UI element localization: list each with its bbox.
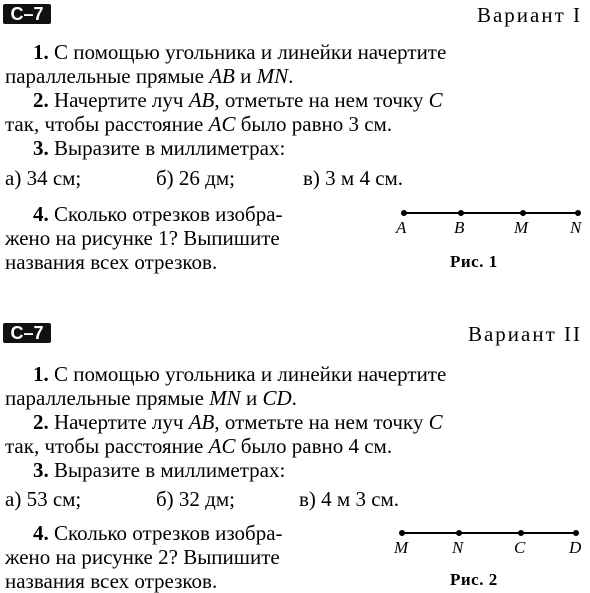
task-number: 4. xyxy=(33,202,49,226)
line-name: CD xyxy=(262,386,292,410)
task-number: 4. xyxy=(33,521,49,545)
answer-a: а) 34 см; xyxy=(5,166,82,190)
task-2-line-1 xyxy=(33,410,443,434)
answer-b: б) 32 дм; xyxy=(156,487,235,511)
point-dot-d xyxy=(573,530,579,536)
task-2-line-1 xyxy=(33,88,443,112)
badge-c7-section-1: С–7 xyxy=(3,4,51,24)
task-text: Начертите луч xyxy=(48,410,189,434)
line-name: MN xyxy=(256,64,289,88)
task-text: , отметьте на нем точку xyxy=(214,88,429,112)
task-4-line-3: названия всех отрезков. xyxy=(5,250,218,274)
task-4-line-3: названия всех отрезков. xyxy=(5,569,218,593)
answer-b: б) 26 дм; xyxy=(156,166,235,190)
task-text: Выразите в миллиметрах: xyxy=(48,136,286,160)
point-label-m: M xyxy=(514,218,529,237)
segment-name: AC xyxy=(208,112,236,136)
task-text: . xyxy=(288,64,294,88)
point-label-n: N xyxy=(452,538,464,557)
task-text: параллельные прямые xyxy=(5,386,210,410)
task-text: Сколько отрезков изобра- xyxy=(48,521,283,545)
task-1-line-2 xyxy=(5,386,297,410)
line-name: MN xyxy=(209,386,241,410)
task-1-line-1 xyxy=(33,362,446,386)
task-text: С помощью угольника и линейки начертите xyxy=(48,362,447,386)
task-text: Выразите в миллиметрах: xyxy=(48,458,286,482)
line-name: AB xyxy=(209,64,235,88)
answer-a: а) 53 см; xyxy=(5,487,82,511)
task-3-line xyxy=(33,458,285,482)
task-3-line xyxy=(33,136,285,160)
point-name: C xyxy=(428,88,443,112)
task-2-line-2 xyxy=(5,434,392,458)
task-number: 3. xyxy=(33,458,49,482)
task-text: Сколько отрезков изобра- xyxy=(48,202,283,226)
variant-title-2: Вариант II xyxy=(467,322,582,346)
task-text: параллельные прямые xyxy=(5,64,210,88)
point-label-d: D xyxy=(569,538,582,557)
point-dot-a xyxy=(401,210,407,216)
point-name: C xyxy=(428,410,443,434)
point-dot-c xyxy=(518,530,524,536)
point-label-m: M xyxy=(394,538,409,557)
ray-name: AB xyxy=(188,410,215,434)
badge-c7-section-2: С–7 xyxy=(3,323,51,343)
figure-1-diagram xyxy=(390,200,590,240)
segment-name: AC xyxy=(208,434,236,458)
answer-c: в) 4 м 3 см. xyxy=(299,487,400,511)
figure-2-diagram xyxy=(392,520,588,560)
task-text: было равно 4 см. xyxy=(235,434,393,458)
point-dot-n xyxy=(575,210,581,216)
task-4-line-2: жено на рисунке 1? Выпишите xyxy=(5,226,280,250)
task-1-line-2 xyxy=(5,64,293,88)
point-label-a: A xyxy=(396,218,407,237)
task-2-line-2 xyxy=(5,112,392,136)
task-4-line-1 xyxy=(33,202,283,226)
point-dot-n xyxy=(456,530,462,536)
task-4-line-1 xyxy=(33,521,283,545)
point-dot-b xyxy=(458,210,464,216)
point-label-n: N xyxy=(570,218,582,237)
figure-caption-2: Рис. 2 xyxy=(450,570,498,589)
task-text: , отметьте на нем точку xyxy=(214,410,429,434)
task-number: 1. xyxy=(33,40,49,64)
task-text: так, чтобы расстояние xyxy=(5,112,209,136)
ray-name: AB xyxy=(188,88,215,112)
figure-1 xyxy=(390,200,590,280)
point-dot-m xyxy=(399,530,405,536)
task-text: С помощью угольника и линейки начертите xyxy=(48,40,447,64)
task-number: 1. xyxy=(33,362,49,386)
task-text: и xyxy=(234,64,257,88)
task-number: 2. xyxy=(33,410,49,434)
task-text: было равно 3 см. xyxy=(235,112,393,136)
task-1-line-1 xyxy=(33,40,446,64)
figure-caption-1: Рис. 1 xyxy=(450,252,498,271)
task-text: Начертите луч xyxy=(48,88,189,112)
point-label-b: B xyxy=(454,218,465,237)
point-label-c: C xyxy=(514,538,526,557)
task-4-line-2: жено на рисунке 2? Выпишите xyxy=(5,545,280,569)
variant-title-1: Вариант I xyxy=(476,3,582,27)
task-text: так, чтобы расстояние xyxy=(5,434,209,458)
task-text: и xyxy=(240,386,263,410)
point-dot-m xyxy=(520,210,526,216)
figure-2 xyxy=(392,520,590,592)
task-text: . xyxy=(291,386,297,410)
task-number: 3. xyxy=(33,136,49,160)
task-number: 2. xyxy=(33,88,49,112)
answer-c: в) 3 м 4 см. xyxy=(303,166,404,190)
